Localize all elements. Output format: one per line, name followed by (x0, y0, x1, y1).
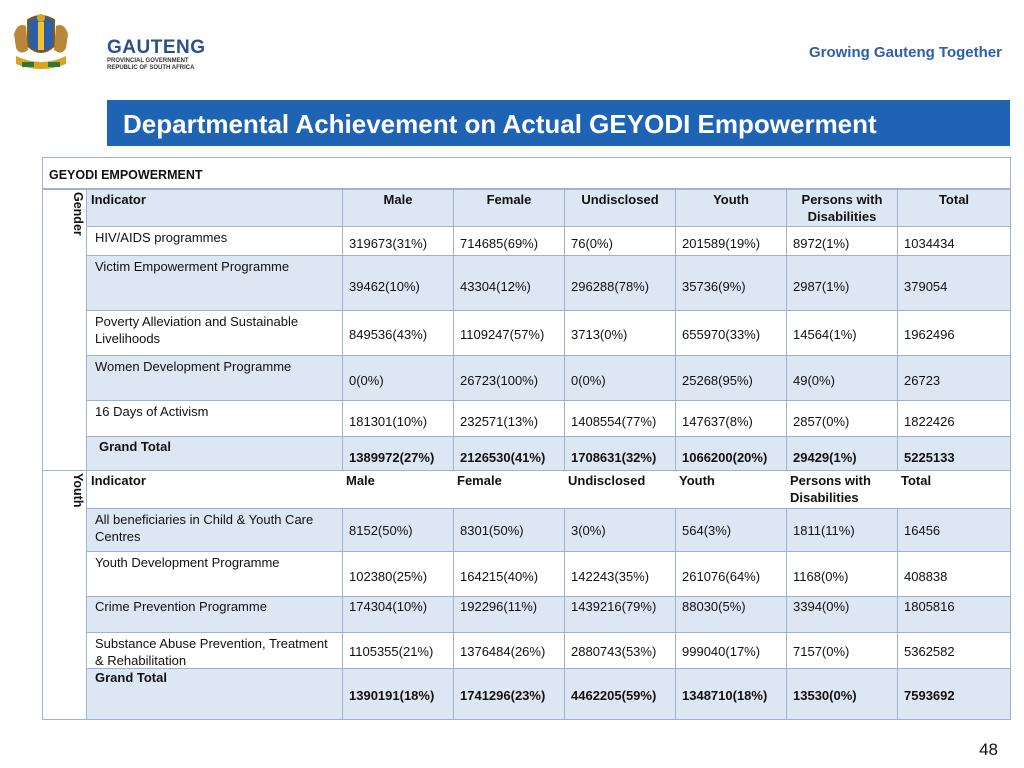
page-number: 48 (979, 740, 998, 759)
grand-total-row (87, 437, 1010, 471)
row-value: 379054 (904, 279, 948, 294)
row-indicator: Victim Empowerment Programme (95, 259, 290, 274)
row-indicator: Grand Total (95, 670, 167, 685)
header-cell: Male (346, 473, 375, 488)
row-value: 1822426 (904, 414, 955, 429)
row-value: 3(0%) (571, 523, 606, 538)
row-indicator: HIV/AIDS programmes (95, 230, 228, 245)
section-label-youth-text: Youth (71, 473, 85, 508)
row-value: 26723(100%) (460, 373, 539, 388)
coat-of-arms-logo (10, 12, 72, 78)
row-indicator: Substance Abuse Prevention, Treatment & Rehabilitation (95, 636, 328, 668)
row-indicator: Grand Total (99, 439, 171, 454)
row-value: 1034434 (904, 236, 955, 251)
table-caption-text: GEYODI EMPOWERMENT (49, 168, 203, 182)
row-value: 1805816 (904, 599, 955, 614)
header-cell: Undisclosed (568, 473, 646, 488)
row-value: 1376484(26%) (460, 644, 546, 659)
table-row (87, 256, 1010, 311)
table-row (87, 509, 1010, 552)
row-value: 181301(10%) (349, 414, 428, 429)
row-value: 5225133 (904, 450, 955, 465)
row-indicator: Poverty Alleviation and Sustainable Livelihoods (95, 314, 299, 346)
row-value: 2126530(41%) (460, 450, 546, 465)
row-value: 142243(35%) (571, 569, 650, 584)
header-cell: Total (901, 473, 932, 488)
row-value: 1066200(20%) (682, 450, 768, 465)
row-indicator: 16 Days of Activism (95, 404, 209, 419)
row-value: 4462205(59%) (571, 688, 657, 703)
row-value: 3394(0%) (793, 599, 850, 614)
row-indicator: All beneficiaries in Child & Youth Care Centres (95, 512, 314, 544)
section-label-gender (43, 190, 87, 471)
header-cell: Female (453, 190, 564, 226)
row-indicator: Women Development Programme (95, 359, 292, 374)
header-cell: Indicator (91, 192, 146, 207)
table-caption (43, 158, 1010, 190)
row-value: 319673(31%) (349, 236, 428, 251)
row-value: 1390191(18%) (349, 688, 435, 703)
brand-block (107, 38, 206, 72)
row-value: 49(0%) (793, 373, 835, 388)
row-value: 1348710(18%) (682, 688, 768, 703)
row-value: 29429(1%) (793, 450, 857, 465)
row-value: 201589(19%) (682, 236, 761, 251)
row-value: 164215(40%) (460, 569, 539, 584)
header-cell: Persons with Disabilities (786, 190, 897, 226)
brand-line-1: PROVINCIAL GOVERNMENT (107, 58, 189, 64)
row-value: 261076(64%) (682, 569, 761, 584)
geyodi-table (42, 157, 1011, 720)
row-value: 8972(1%) (793, 236, 850, 251)
table-row (87, 401, 1010, 437)
table-row (87, 597, 1010, 633)
table-row (87, 227, 1010, 256)
row-indicator: Youth Development Programme (95, 555, 280, 570)
gender-header-row (87, 190, 1010, 227)
page-title: Departmental Achievement on Actual GEYODI Empowerment (107, 100, 1010, 146)
row-value: 655970(33%) (682, 327, 761, 342)
grand-total-row (87, 669, 1010, 719)
row-value: 2857(0%) (793, 414, 850, 429)
table-row (87, 356, 1010, 401)
youth-header-row (87, 471, 1010, 509)
row-value: 16456 (904, 523, 941, 538)
row-value: 13530(0%) (793, 688, 857, 703)
row-value: 26723 (904, 373, 941, 388)
row-value: 1811(11%) (793, 523, 855, 538)
row-value: 76(0%) (571, 236, 613, 251)
row-value: 296288(78%) (571, 279, 650, 294)
row-value: 1105355(21%) (349, 644, 434, 659)
slogan: Growing Gauteng Together (808, 44, 1002, 61)
row-value: 7593692 (904, 688, 955, 703)
table-row (87, 552, 1010, 597)
row-value: 408838 (904, 569, 948, 584)
row-value: 0(0%) (571, 373, 606, 388)
section-label-gender-text: Gender (71, 192, 85, 236)
row-value: 1708631(32%) (571, 450, 657, 465)
row-value: 14564(1%) (793, 327, 857, 342)
row-value: 8301(50%) (460, 523, 524, 538)
row-value: 232571(13%) (460, 414, 539, 429)
row-value: 2880743(53%) (571, 644, 657, 659)
header-cell: Male (342, 190, 453, 226)
header-cell: Persons with Disabilities (790, 473, 871, 505)
header-cell: Youth (675, 190, 786, 226)
row-value: 0(0%) (349, 373, 384, 388)
header-cell: Undisclosed (564, 190, 675, 226)
header-cell: Youth (679, 473, 715, 488)
row-value: 43304(12%) (460, 279, 531, 294)
row-value: 8152(50%) (349, 523, 413, 538)
row-value: 3713(0%) (571, 327, 628, 342)
row-value: 2987(1%) (793, 279, 850, 294)
row-indicator: Crime Prevention Programme (95, 599, 267, 614)
row-value: 1168(0%) (793, 569, 849, 584)
table-row (87, 311, 1010, 356)
section-label-youth (43, 471, 87, 719)
row-value: 1741296(23%) (460, 688, 546, 703)
row-value: 35736(9%) (682, 279, 746, 294)
brand-line-2: REPUBLIC OF SOUTH AFRICA (107, 65, 195, 71)
row-value: 174304(10%) (349, 599, 428, 614)
row-value: 564(3%) (682, 523, 732, 538)
row-value: 7157(0%) (793, 644, 850, 659)
row-value: 1439216(79%) (571, 599, 657, 614)
row-value: 102380(25%) (349, 569, 428, 584)
header-cell: Total (897, 190, 1010, 226)
row-value: 714685(69%) (460, 236, 539, 251)
row-value: 25268(95%) (682, 373, 753, 388)
table-row (87, 633, 1010, 669)
row-value: 88030(5%) (682, 599, 746, 614)
brand-name: GAUTENG (107, 37, 206, 58)
row-value: 1389972(27%) (349, 450, 435, 465)
row-value: 1109247(57%) (460, 327, 545, 342)
header-cell: Female (457, 473, 502, 488)
row-value: 192296(11%) (460, 599, 538, 614)
header-cell: Indicator (91, 473, 146, 488)
row-value: 1962496 (904, 327, 955, 342)
row-value: 849536(43%) (349, 327, 428, 342)
row-value: 1408554(77%) (571, 414, 657, 429)
row-value: 39462(10%) (349, 279, 420, 294)
row-value: 5362582 (904, 644, 955, 659)
row-value: 147637(8%) (682, 414, 753, 429)
row-value: 999040(17%) (682, 644, 761, 659)
